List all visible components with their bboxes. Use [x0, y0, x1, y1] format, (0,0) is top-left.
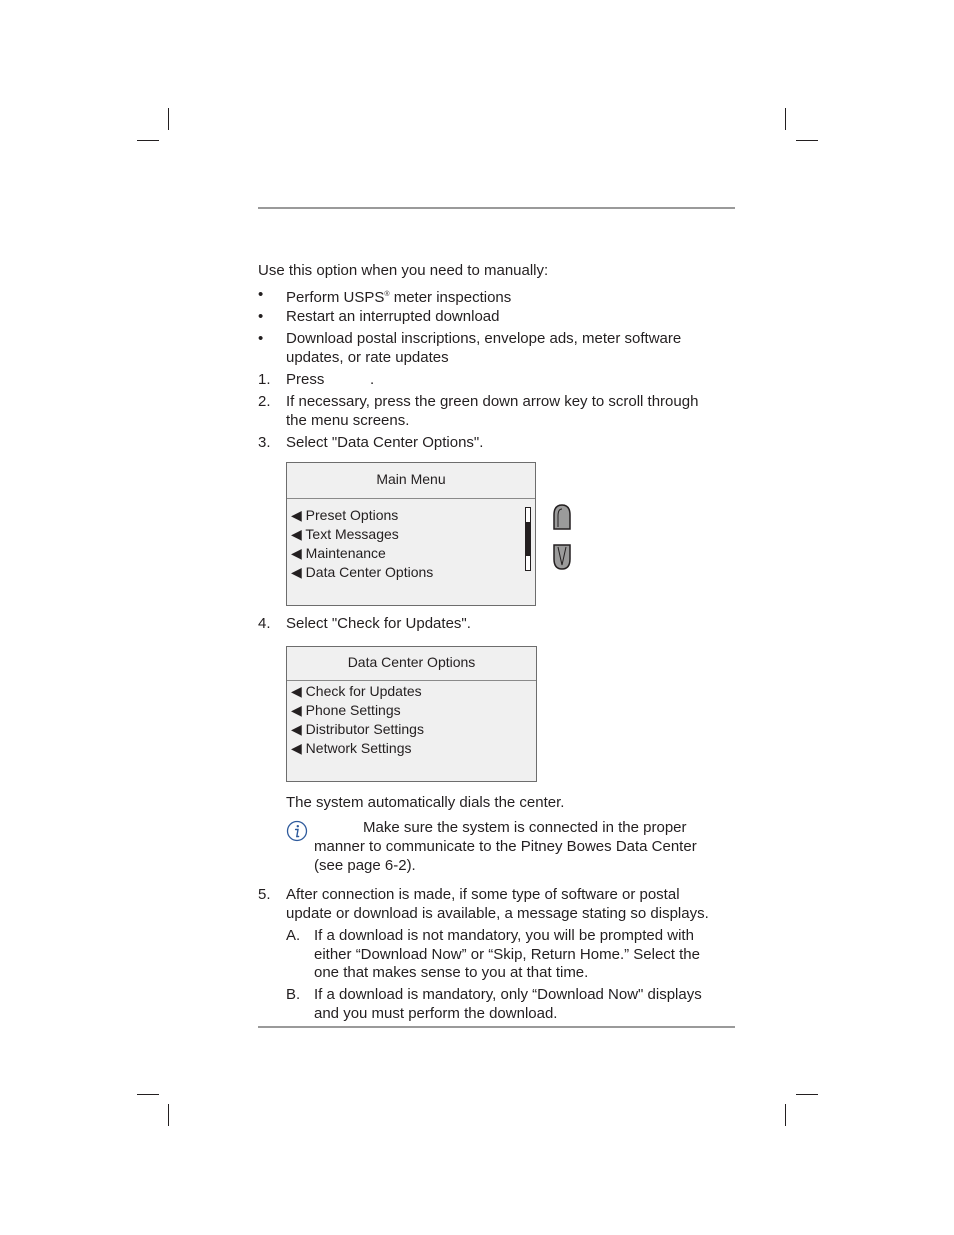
substep-a-text-l2: either “Download Now” or “Skip, Return Home.” Select the [314, 946, 700, 963]
main-menu-screen [286, 462, 536, 606]
menu-item-network-settings[interactable]: ◀ Network Settings [291, 740, 412, 756]
info-icon [286, 820, 308, 842]
crop-mark-top-left-h [137, 140, 159, 141]
data-center-options-screen [286, 646, 537, 782]
crop-mark-top-left-v [168, 108, 169, 130]
crop-mark-bottom-right-h [796, 1094, 818, 1095]
top-rule [258, 207, 735, 209]
left-arrow-icon: ◀ [291, 740, 302, 756]
auto-dial-text: The system automatically dials the center. [286, 794, 565, 811]
note-text-l2: manner to communicate to the Pitney Bowes Data Center [314, 838, 697, 855]
menu-scroll-thumb[interactable] [526, 522, 530, 556]
menu-item-maintenance[interactable]: ◀ Maintenance [291, 545, 386, 561]
note-text-l1: Make sure the system is connected in the proper [363, 819, 687, 836]
left-arrow-icon: ◀ [291, 564, 302, 580]
step-1-period: . [370, 371, 375, 388]
left-arrow-icon: ◀ [291, 507, 302, 523]
bullet-usps-inspections: Perform USPS® meter inspections [286, 289, 512, 306]
down-arrow-key-icon[interactable] [552, 543, 572, 571]
substep-a-text-l3: one that makes sense to you at that time. [314, 964, 589, 981]
crop-mark-top-right-h [796, 140, 818, 141]
data-center-options-title: Data Center Options [287, 647, 536, 681]
crop-mark-bottom-left-v [168, 1104, 169, 1126]
step-2-number: 2. [258, 393, 271, 410]
step-2-text-l1: If necessary, press the green down arrow key to scroll through [286, 393, 699, 410]
step-1-number: 1. [258, 371, 271, 388]
menu-item-phone-settings[interactable]: ◀ Phone Settings [291, 702, 401, 718]
main-menu-title: Main Menu [287, 463, 535, 499]
crop-mark-bottom-right-v [785, 1104, 786, 1126]
substep-b-text-l1: If a download is mandatory, only “Download Now" displays [314, 986, 702, 1003]
substep-a-letter: A. [286, 927, 301, 944]
menu-item-distributor-settings[interactable]: ◀ Distributor Settings [291, 721, 424, 737]
menu-item-preset-options[interactable]: ◀ Preset Options [291, 507, 399, 523]
bullet-marker: • [258, 286, 264, 303]
left-arrow-icon: ◀ [291, 721, 302, 737]
left-arrow-icon: ◀ [291, 526, 302, 542]
step-4-text: Select "Check for Updates". [286, 615, 471, 632]
step-5-text-l1: After connection is made, if some type of software or postal [286, 886, 680, 903]
bullet-marker: • [258, 308, 264, 325]
menu-item-check-for-updates[interactable]: ◀ Check for Updates [291, 683, 422, 699]
left-arrow-icon: ◀ [291, 545, 302, 561]
crop-mark-bottom-left-h [137, 1094, 159, 1095]
bullet-download-inscriptions-l2: updates, or rate updates [286, 349, 449, 366]
left-arrow-icon: ◀ [291, 683, 302, 699]
bullet-restart-download: Restart an interrupted download [286, 308, 500, 325]
substep-a-text-l1: If a download is not mandatory, you will be prompted with [314, 927, 694, 944]
up-arrow-key-icon[interactable] [552, 503, 572, 531]
menu-scrollbar[interactable] [525, 507, 531, 571]
step-2-text-l2: the menu screens. [286, 412, 410, 429]
menu-item-data-center-options[interactable]: ◀ Data Center Options [291, 564, 434, 580]
step-3-text: Select "Data Center Options". [286, 434, 484, 451]
step-5-number: 5. [258, 886, 271, 903]
bullet-marker: • [258, 330, 264, 347]
step-1-text: Press [286, 371, 325, 388]
substep-b-letter: B. [286, 986, 301, 1003]
left-arrow-icon: ◀ [291, 702, 302, 718]
intro-text: Use this option when you need to manually: [258, 262, 549, 279]
menu-item-text-messages[interactable]: ◀ Text Messages [291, 526, 399, 542]
crop-mark-top-right-v [785, 108, 786, 130]
bottom-rule [258, 1026, 735, 1028]
note-text-l3: (see page 6-2). [314, 857, 416, 874]
bullet-download-inscriptions-l1: Download postal inscriptions, envelope ads, meter software [286, 330, 682, 347]
substep-b-text-l2: and you must perform the download. [314, 1005, 558, 1022]
step-5-text-l2: update or download is available, a message stating so displays. [286, 905, 709, 922]
step-4-number: 4. [258, 615, 271, 632]
step-3-number: 3. [258, 434, 271, 451]
